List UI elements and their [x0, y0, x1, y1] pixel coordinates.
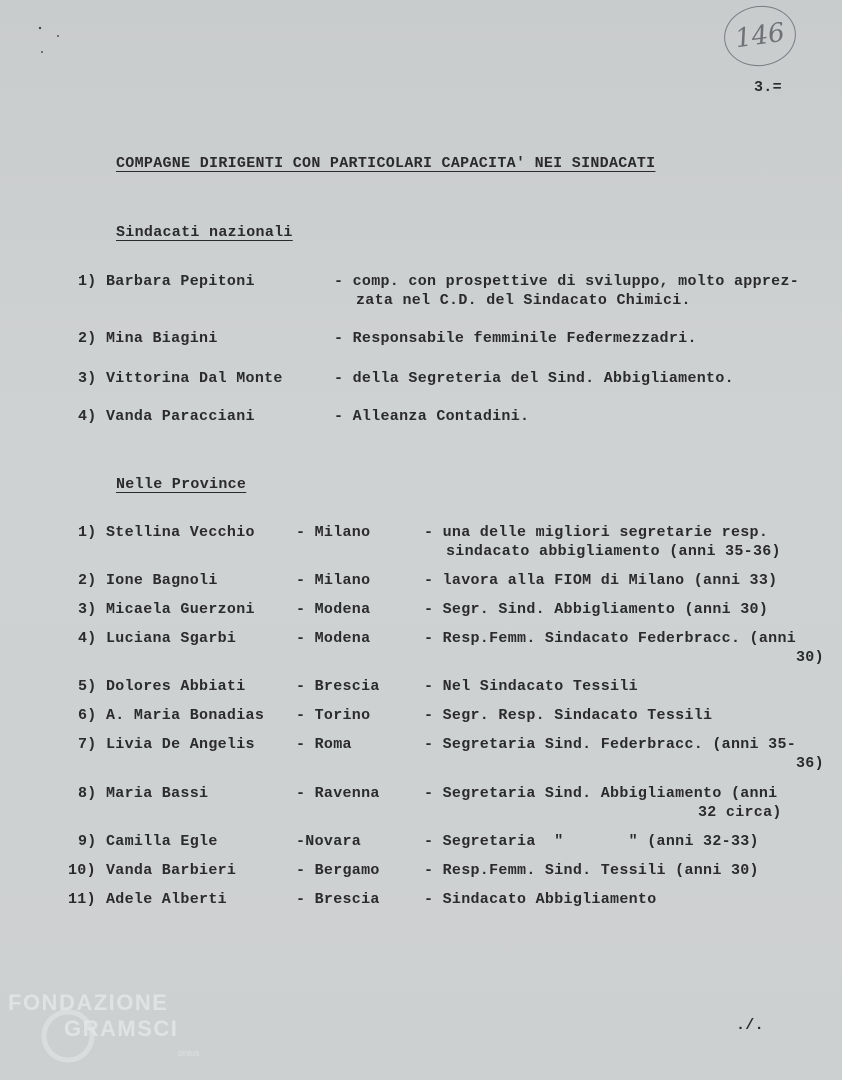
list-item-city: - Ravenna: [296, 785, 380, 802]
list-item-name: Mina Biagini: [106, 330, 218, 347]
list-item-desc: - Segretaria Sind. Abbigliamento (anni: [424, 785, 778, 802]
list-item-number: 2): [78, 330, 97, 347]
list-item-number: 4): [78, 630, 97, 647]
list-item-name: Stellina Vecchio: [106, 524, 255, 541]
list-item-name: Vanda Paracciani: [106, 408, 255, 425]
list-item-number: 11): [68, 891, 96, 908]
list-item-name: Luciana Sgarbi: [106, 630, 237, 647]
list-item-number: 1): [78, 524, 97, 541]
list-item-name: Barbara Pepitoni: [106, 273, 255, 290]
list-item-desc: zata nel C.D. del Sindacato Chimici.: [356, 292, 691, 309]
list-item-city: - Milano: [296, 524, 371, 541]
list-item-desc: - Resp.Femm. Sindacato Federbracc. (anni: [424, 630, 797, 647]
list-item-city: - Roma: [296, 736, 352, 753]
document-title: COMPAGNE DIRIGENTI CON PARTICOLARI CAPACITA' NEI SINDACATI: [116, 155, 656, 172]
provinces-heading: Nelle Province: [116, 476, 247, 493]
list-item-desc: - Nel Sindacato Tessili: [424, 678, 638, 695]
list-item-desc: sindacato abbigliamento (anni 35-36): [446, 543, 781, 560]
list-item-desc: - Alleanza Contadini.: [334, 408, 530, 425]
list-item-desc: - Segr. Resp. Sindacato Tessili: [424, 707, 713, 724]
list-item-number: 5): [78, 678, 97, 695]
list-item-city: - Modena: [296, 630, 371, 647]
logo-line-2: GRAMSCI: [64, 1016, 179, 1041]
list-item-name: Camilla Egle: [106, 833, 218, 850]
list-item-desc: - lavora alla FIOM di Milano (anni 33): [424, 572, 778, 589]
list-item-name: Adele Alberti: [106, 891, 227, 908]
list-item-desc: - Responsabile femminile Feđermezzadri.: [334, 330, 697, 347]
archive-number-stamp: 146: [720, 1, 800, 70]
list-item-city: - Modena: [296, 601, 371, 618]
list-item-name: Vanda Barbieri: [106, 862, 237, 879]
list-item-number: 4): [78, 408, 97, 425]
list-item-name: Livia De Angelis: [106, 736, 255, 753]
logo-line-3: onlus: [178, 1048, 200, 1058]
logo-line-1: FONDAZIONE: [8, 990, 169, 1015]
list-item-number: 7): [78, 736, 97, 753]
list-item-desc: - Resp.Femm. Sind. Tessili (anni 30): [424, 862, 759, 879]
list-item-name: A. Maria Bonadias: [106, 707, 265, 724]
list-item-number: 3): [78, 370, 97, 387]
list-item-number: 1): [78, 273, 97, 290]
list-item-city: - Brescia: [296, 891, 380, 908]
list-item-desc: - Segr. Sind. Abbigliamento (anni 30): [424, 601, 769, 618]
list-item-number: 3): [78, 601, 97, 618]
list-item-name: Vittorina Dal Monte: [106, 370, 283, 387]
ink-specks: [36, 22, 76, 62]
list-item-number: 9): [78, 833, 97, 850]
list-item-desc: - comp. con prospettive di sviluppo, molto apprez-: [334, 273, 800, 290]
list-item-city: - Milano: [296, 572, 371, 589]
list-item-name: Micaela Guerzoni: [106, 601, 255, 618]
list-item-city: -Novara: [296, 833, 362, 850]
list-item-name: Maria Bassi: [106, 785, 209, 802]
list-item-desc: - Segretaria Sind. Federbracc. (anni 35-: [424, 736, 797, 753]
list-item-number: 2): [78, 572, 97, 589]
list-item-desc: - Sindacato Abbigliamento: [424, 891, 657, 908]
list-item-number: 10): [68, 862, 96, 879]
list-item-city: - Torino: [296, 707, 371, 724]
list-item-name: Dolores Abbiati: [106, 678, 246, 695]
list-item-desc: 32 circa): [698, 804, 782, 821]
fondazione-gramsci-logo: [6, 988, 216, 1078]
list-item-desc: 36): [796, 755, 824, 772]
list-item-name: Ione Bagnoli: [106, 572, 218, 589]
list-item-desc: - una delle migliori segretarie resp.: [424, 524, 769, 541]
continuation-mark: ./.: [736, 1017, 764, 1034]
national-heading: Sindacati nazionali: [116, 224, 293, 241]
list-item-desc: - Segretaria " " (anni 32-33): [424, 833, 759, 850]
list-item-number: 6): [78, 707, 97, 724]
page-number: 3.=: [754, 79, 782, 96]
list-item-number: 8): [78, 785, 97, 802]
list-item-desc: - della Segreteria del Sind. Abbigliamento.: [334, 370, 734, 387]
list-item-desc: 30): [796, 649, 824, 666]
list-item-city: - Brescia: [296, 678, 380, 695]
list-item-city: - Bergamo: [296, 862, 380, 879]
